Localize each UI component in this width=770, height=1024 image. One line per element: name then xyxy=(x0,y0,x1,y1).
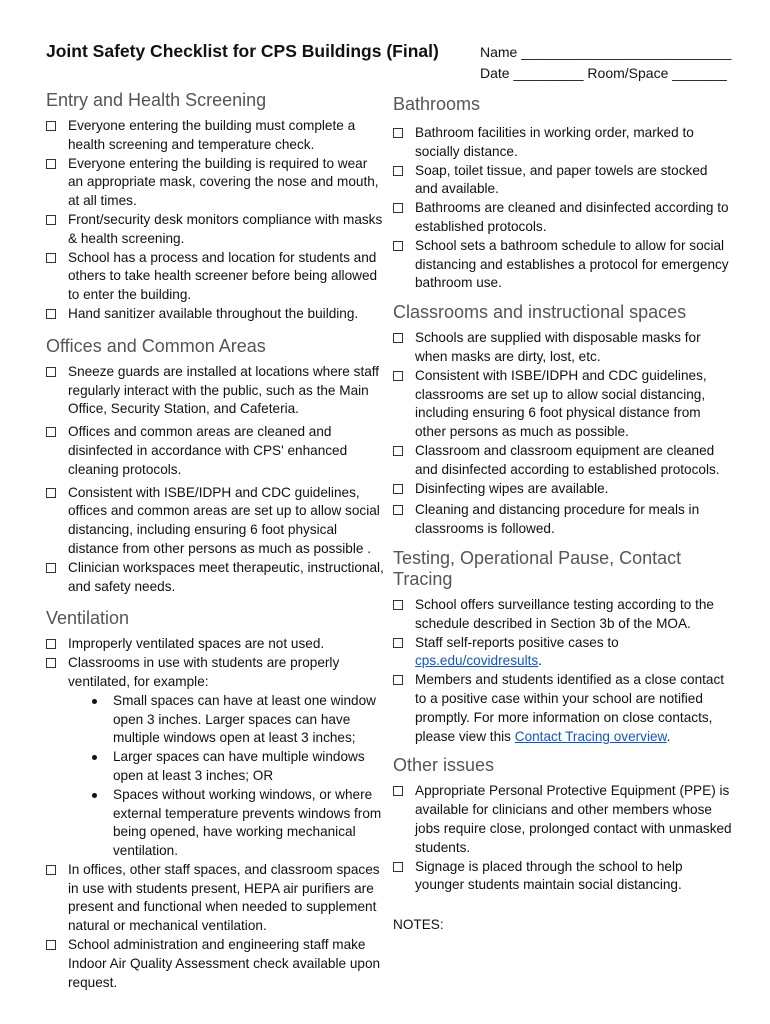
bathrooms-checklist xyxy=(393,124,733,293)
checklist-item: School administration and engineering staff make Indoor Air Quality Assessment check available upon request. xyxy=(46,936,386,992)
checklist-item: Staff self-reports positive cases to cps.edu/covidresults. xyxy=(393,634,733,672)
checklist-item: Clinician workspaces meet therapeutic, instructional, and safety needs. xyxy=(46,559,386,597)
checkbox[interactable] xyxy=(46,658,56,668)
checkbox[interactable] xyxy=(46,940,56,950)
bullet-icon xyxy=(92,793,97,798)
checkbox[interactable] xyxy=(46,865,56,875)
section-heading-classrooms: Classrooms and instructional spaces xyxy=(393,302,687,323)
checkbox[interactable] xyxy=(46,488,56,498)
bullet-item: Larger spaces can have multiple windows open at least 3 inches; OR xyxy=(113,748,386,786)
checkbox[interactable] xyxy=(46,427,56,437)
offices-checklist xyxy=(46,363,386,597)
checklist-item: Soap, toilet tissue, and paper towels are stocked and available. xyxy=(393,162,733,200)
checkbox[interactable] xyxy=(393,862,403,872)
checklist-item: Everyone entering the building must complete a health screening and temperature check. xyxy=(46,117,386,155)
section-heading-offices: Offices and Common Areas xyxy=(46,335,266,356)
checklist-item: School sets a bathroom schedule to allow for social distancing and establishes a protocol for emergency bathroom use. xyxy=(393,237,733,293)
checklist-item: Everyone entering the building is required to wear an appropriate mask, covering the nose and mouth, at all times. xyxy=(46,155,386,211)
checklist-item: School has a process and location for students and others to take health screener before being allowed to enter the building. xyxy=(46,249,386,305)
entry-checklist xyxy=(46,117,386,324)
section-heading-ventilation: Ventilation xyxy=(46,608,130,629)
classrooms-checklist xyxy=(393,329,733,539)
section-heading-testing: Testing, Operational Pause, Contact Tracing xyxy=(393,547,682,589)
checkbox[interactable] xyxy=(46,563,56,573)
checklist-item: Schools are supplied with disposable masks for when masks are dirty, lost, etc. xyxy=(393,329,733,367)
checkbox[interactable] xyxy=(393,166,403,176)
section-heading-other: Other issues xyxy=(393,755,495,776)
checkbox[interactable] xyxy=(393,333,403,343)
other-checklist xyxy=(393,782,733,895)
checkbox[interactable] xyxy=(46,253,56,263)
checklist-item: Offices and common areas are cleaned and disinfected in accordance with CPS' enhanced cleaning protocols. xyxy=(46,423,386,479)
checklist-item: Sneeze guards are installed at locations where staff regularly interact with the public, such as the Main Office, Security Station, and Cafeteria. xyxy=(46,363,386,419)
checkbox[interactable] xyxy=(393,446,403,456)
checkbox[interactable] xyxy=(393,638,403,648)
checkbox[interactable] xyxy=(46,159,56,169)
checkbox[interactable] xyxy=(46,309,56,319)
section-heading-bathrooms: Bathrooms xyxy=(393,94,481,114)
checkbox[interactable] xyxy=(393,371,403,381)
bullet-item: Small spaces can have at least one window open 3 inches. Larger spaces can have multiple windows open at least 3 inches; xyxy=(113,692,386,748)
checklist-item: Hand sanitizer available throughout the building. xyxy=(46,305,386,324)
left-column xyxy=(46,90,386,992)
bullet-icon xyxy=(92,699,97,704)
checklist-item: Classroom and classroom equipment are cleaned and disinfected according to established protocols. xyxy=(393,442,733,480)
checklist-item: Classrooms in use with students are properly ventilated, for example: Small spaces can have at least one window open 3 inches. Larger spaces can have multiple windows open at least 3 inches; Larger spaces can have multiple windows open at least 3 inches; OR Spaces without working windows, or where external temperature prevents windows from being opened, have working mechanical ventilation. xyxy=(46,654,386,861)
checkbox[interactable] xyxy=(46,639,56,649)
checkbox[interactable] xyxy=(393,786,403,796)
section-heading-entry: Entry and Health Screening xyxy=(46,90,267,110)
right-column xyxy=(393,94,733,932)
ventilation-examples xyxy=(68,692,386,861)
contact-tracing-link[interactable]: Contact Tracing overview xyxy=(514,728,667,744)
document-title: Joint Safety Checklist for CPS Buildings (Final) xyxy=(46,41,439,61)
bullet-item: Spaces without working windows, or where external temperature prevents windows from being opened, have working mechanical ventilation. xyxy=(113,786,386,861)
checkbox[interactable] xyxy=(393,505,403,515)
checklist-item: Bathroom facilities in working order, marked to socially distance. xyxy=(393,124,733,162)
checklist-item: Cleaning and distancing procedure for meals in classrooms is followed. xyxy=(393,501,733,539)
checkbox[interactable] xyxy=(393,675,403,685)
checklist-item: Bathrooms are cleaned and disinfected according to established protocols. xyxy=(393,199,733,237)
checklist-item: Consistent with ISBE/IDPH and CDC guidelines, offices and common areas are set up to allow social distancing, including ensuring 6 foot physical distance from other persons as much as possible . xyxy=(46,484,386,559)
checklist-item: Members and students identified as a close contact to a positive case within your school are notified promptly. For more information on close contacts, please view this Contact Tracing overview. xyxy=(393,671,733,746)
checkbox[interactable] xyxy=(393,600,403,610)
checkbox[interactable] xyxy=(46,367,56,377)
checklist-item: Consistent with ISBE/IDPH and CDC guidelines, classrooms are set up to allow social distancing, including ensuring 6 foot physical distance from other persons as much as possible. xyxy=(393,367,733,442)
checklist-item: Appropriate Personal Protective Equipment (PPE) is available for clinicians and other members whose jobs require close, prolonged contact with unmasked students. xyxy=(393,782,733,857)
checkbox[interactable] xyxy=(393,203,403,213)
checkbox[interactable] xyxy=(393,484,403,494)
checkbox[interactable] xyxy=(393,128,403,138)
checklist-item: School offers surveillance testing according to the schedule described in Section 3b of the MOA. xyxy=(393,596,733,634)
name-field[interactable]: Name ___________________________ xyxy=(480,44,732,60)
notes-label: NOTES: xyxy=(393,917,444,933)
date-room-field[interactable]: Date _________ Room/Space _______ xyxy=(480,65,727,81)
checklist-item: Disinfecting wipes are available. xyxy=(393,480,733,499)
bullet-icon xyxy=(92,755,97,760)
testing-checklist xyxy=(393,596,733,746)
checklist-item: Improperly ventilated spaces are not used. xyxy=(46,635,386,654)
checkbox[interactable] xyxy=(46,215,56,225)
ventilation-checklist xyxy=(46,635,386,992)
checklist-item: Signage is placed through the school to help younger students maintain social distancing. xyxy=(393,858,733,896)
checklist-item: In offices, other staff spaces, and classroom spaces in use with students present, HEPA air purifiers are present and functional when needed to supplement natural or mechanical ventilation. xyxy=(46,861,386,936)
checklist-item: Front/security desk monitors compliance with masks & health screening. xyxy=(46,211,386,249)
checkbox[interactable] xyxy=(46,121,56,131)
covid-results-link[interactable]: cps.edu/covidresults xyxy=(415,653,539,669)
checkbox[interactable] xyxy=(393,241,403,251)
